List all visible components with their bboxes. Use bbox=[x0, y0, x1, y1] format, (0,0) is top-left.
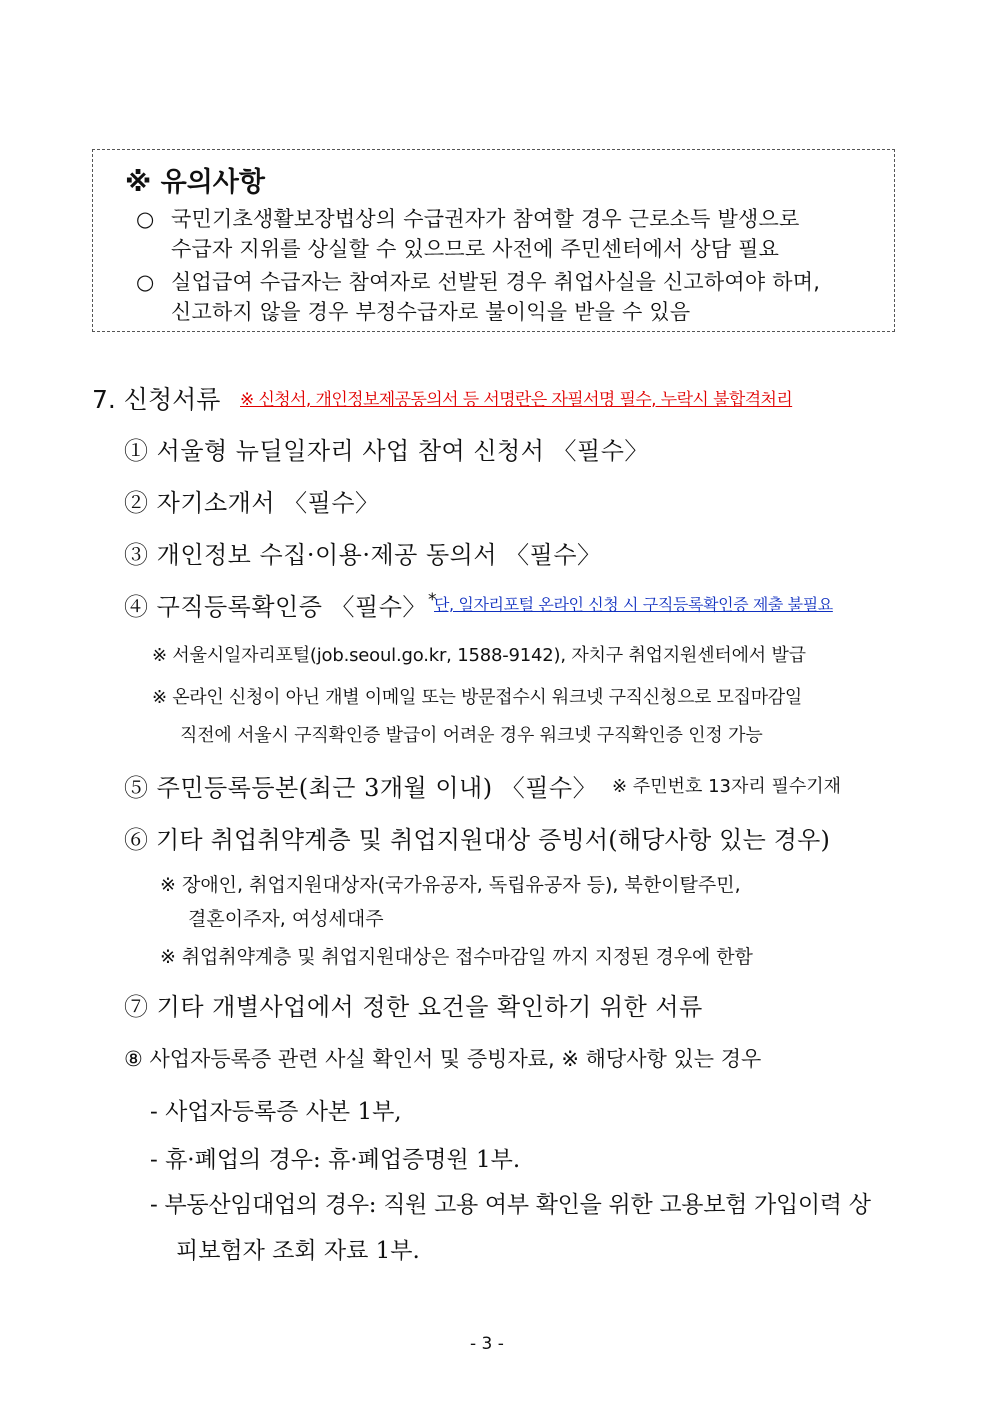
doc-closure-certificate: - 휴·폐업의 경우: 휴·폐업증명원 1부. bbox=[150, 1147, 521, 1173]
signature-warning: ※ 신청서, 개인정보제공동의서 등 서명란은 자필서명 필수, 누락시 불합격처리 bbox=[240, 390, 793, 410]
note-worknet: ※ 온라인 신청이 아닌 개별 이메일 또는 방문접수시 워크넷 구직신청으로 모집마감일 bbox=[152, 687, 802, 708]
doc-insurance-history: - 부동산임대업의 경우: 직원 고용 여부 확인을 위한 고용보험 가입이력 상 bbox=[150, 1192, 871, 1218]
notice-title: ※ 유의사항 bbox=[125, 167, 265, 198]
note-resident-number: ※ 주민번호 13자리 필수기재 bbox=[612, 776, 842, 797]
list-item-1: ① 서울형 뉴딜일자리 사업 참여 신청서 〈필수〉 bbox=[124, 437, 649, 465]
note-issuance: ※ 서울시일자리포털(job.seoul.go.kr, 1588-9142), 자치구 취업지원센터에서 발급 bbox=[152, 645, 806, 666]
list-item-2: ② 자기소개서 〈필수〉 bbox=[124, 489, 380, 517]
doc-business-registration: - 사업자등록증 사본 1부, bbox=[150, 1099, 402, 1125]
list-item-7: ⑦ 기타 개별사업에서 정한 요건을 확인하기 위한 서류 bbox=[124, 993, 703, 1021]
list-item-4: ④ 구직등록확인증 〈필수〉 bbox=[124, 593, 427, 621]
list-item-3: ③ 개인정보 수집·이용·제공 동의서 〈필수〉 bbox=[124, 541, 602, 569]
list-item-6: ⑥ 기타 취업취약계층 및 취업지원대상 증빙서(해당사항 있는 경우) bbox=[124, 826, 831, 854]
section-heading: 7. 신청서류 bbox=[92, 385, 221, 414]
list-item-8: ⑧ 사업자등록증 관련 사실 확인서 및 증빙자료, ※ 해당사항 있는 경우 bbox=[124, 1047, 762, 1071]
footnote-star: * bbox=[428, 590, 437, 610]
note-worknet-cont: 직전에 서울시 구직확인증 발급이 어려운 경우 워크넷 구직확인증 인정 가능 bbox=[180, 725, 763, 746]
page-number: - 3 - bbox=[470, 1334, 504, 1354]
notice-line: 신고하지 않을 경우 부정수급자로 불이익을 받을 수 있음 bbox=[171, 300, 691, 324]
notice-line: 실업급여 수급자는 참여자로 선발된 경우 취업사실을 신고하여야 하며, bbox=[171, 270, 821, 294]
bullet-marker: ○ bbox=[136, 270, 155, 294]
bullet-marker: ○ bbox=[136, 207, 155, 231]
notice-line: 수급자 지위를 상실할 수 있으므로 사전에 주민센터에서 상담 필요 bbox=[171, 237, 780, 261]
note-eligible-groups: ※ 장애인, 취업지원대상자(국가유공자, 독립유공자 등), 북한이탈주민, bbox=[160, 874, 741, 896]
online-exemption-note: 단, 일자리포털 온라인 신청 시 구직등록확인증 제출 불필요 bbox=[434, 595, 833, 614]
note-eligible-groups-cont: 결혼이주자, 여성세대주 bbox=[188, 908, 384, 930]
doc-insurance-history-cont: 피보험자 조회 자료 1부. bbox=[176, 1238, 420, 1264]
notice-line: 국민기초생활보장법상의 수급권자가 참여할 경우 근로소득 발생으로 bbox=[171, 207, 800, 231]
list-item-5: ⑤ 주민등록등본(최근 3개월 이내) 〈필수〉 bbox=[124, 774, 598, 802]
note-deadline: ※ 취업취약계층 및 취업지원대상은 접수마감일 까지 지정된 경우에 한함 bbox=[160, 946, 753, 968]
